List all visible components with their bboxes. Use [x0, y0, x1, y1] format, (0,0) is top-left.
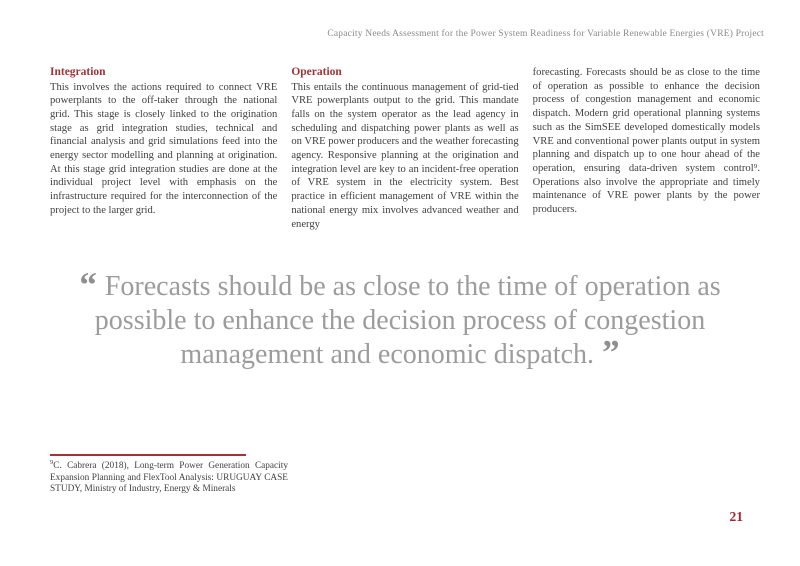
footnote-marker: 9 — [50, 458, 54, 466]
pull-quote-text: Forecasts should be as close to the time of operation as possible to enhance the decision process of congestion management and economic dispatch. — [94, 271, 721, 370]
section-heading-integration: Integration — [50, 66, 106, 78]
body-columns — [50, 66, 760, 231]
section-heading-operation: Operation — [291, 66, 342, 78]
section-body-operation-continued: forecasting. Forecasts should be as close to the time of operation as possible to enhance the decision process of congestion management and economic dispatch. Modern grid operational planning systems such as the SimSEE developed domestically models VRE and conventional power plants output in system planning and dispatch up to one hour ahead of the operation, ensuring data-driven system control⁹. Operations also involve the appropriate and timely maintenance of VRE power plants by the power producers. — [532, 67, 760, 216]
footnote-text — [50, 458, 288, 496]
page-number: 21 — [729, 509, 743, 524]
close-quote-icon: ” — [602, 332, 620, 372]
pull-quote — [60, 264, 740, 372]
column-operation — [291, 66, 518, 231]
section-body-operation: This entails the continuous management of grid-tied VRE powerplants output to the grid. This mandate falls on the system operator as the lead agency in scheduling and dispatching power plants as well as on VRE power producers and the weather forecasting agency. Responsive planning at the origination and integration level are key to an incident-free operation of VRE system in the electricity system. Best practice in efficient management of VRE within the national energy mix involves advanced weather and energy — [291, 81, 519, 230]
column-integration — [50, 66, 277, 231]
column-operation-continued — [533, 66, 760, 231]
running-header: Capacity Needs Assessment for the Power System Readiness for Variable Renewable Energies (VRE) Project — [327, 29, 764, 39]
section-body-integration: This involves the actions required to connect VRE powerplants to the off-taker through the national grid. This stage is closely linked to the origination stage as grid integration studies, technical and financial analysis and grid simulations feed into the energy sector modelling and planning at origination. At this stage grid integration studies are done at the individual project level with emphasis on the infrastructure required for the interconnection of the project to the larger grid. — [50, 81, 278, 216]
open-quote-icon: “ — [79, 264, 97, 304]
footnote-body: C. Cabrera (2018), Long-term Power Generation Capacity Expansion Planning and FlexTool Analysis: URUGUAY CASE STUDY, Ministry of Industry, Energy & Minerals — [50, 461, 288, 495]
footnote — [50, 454, 288, 496]
footnote-rule — [50, 454, 246, 456]
